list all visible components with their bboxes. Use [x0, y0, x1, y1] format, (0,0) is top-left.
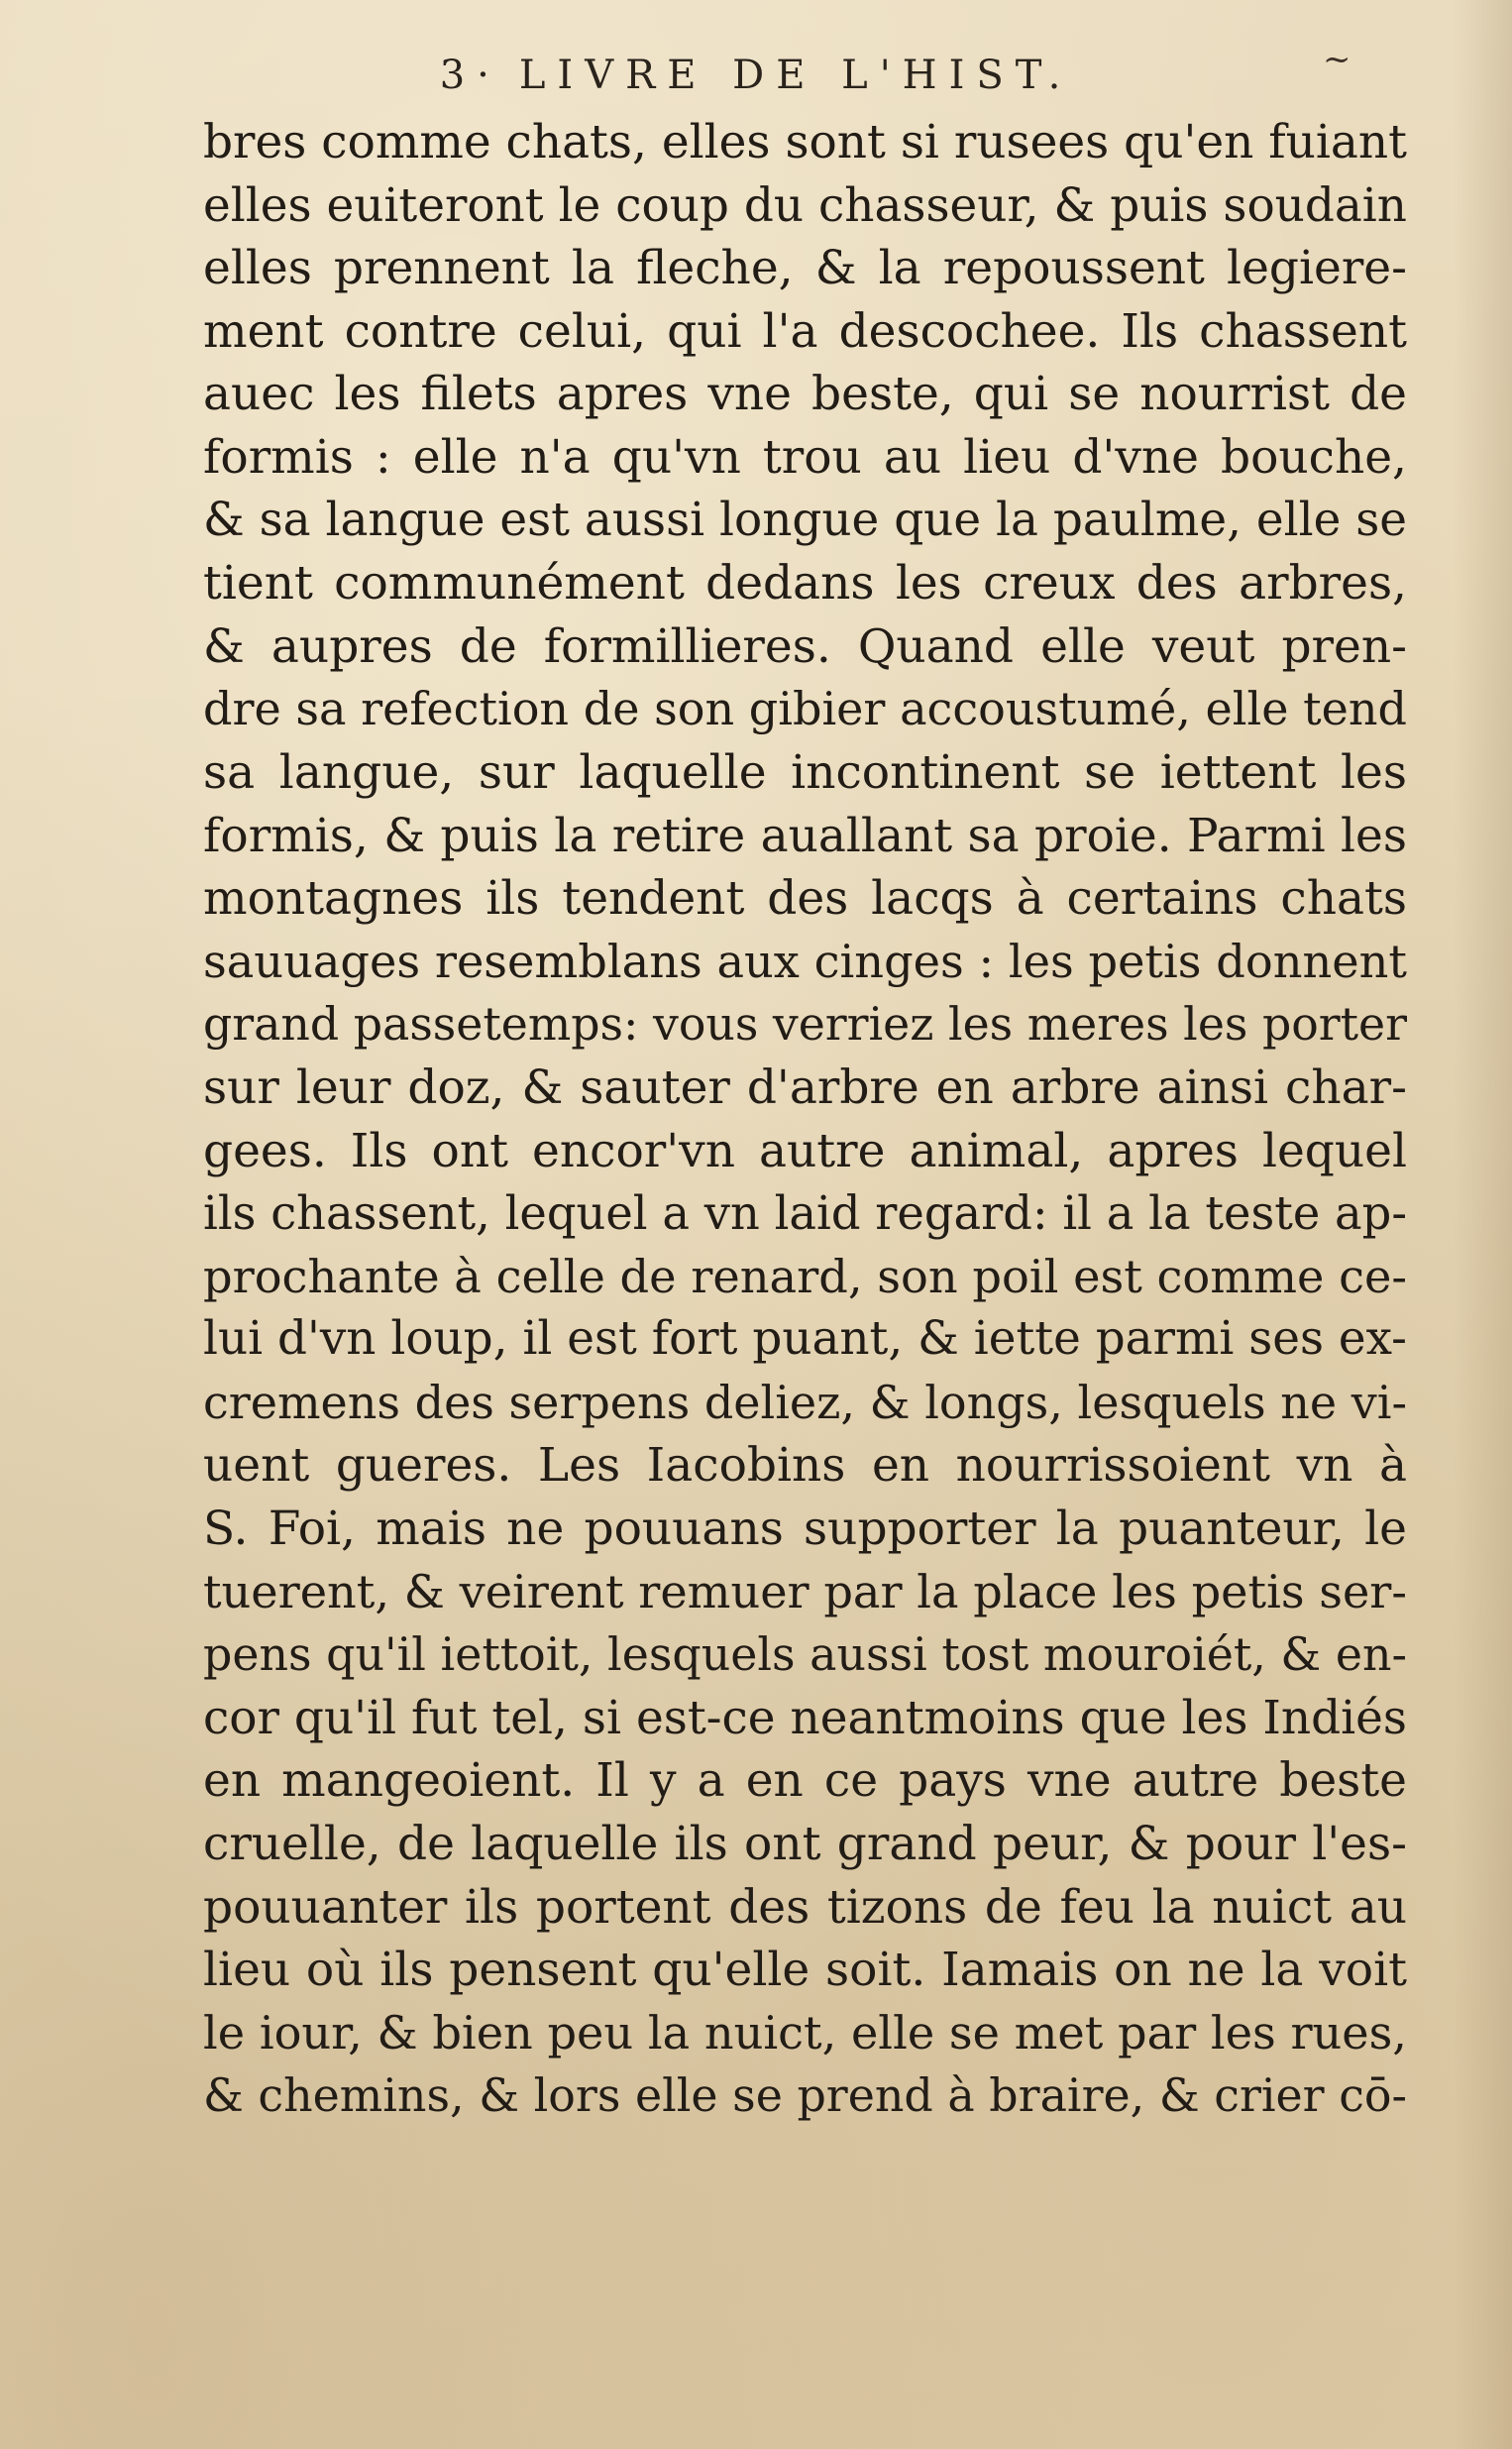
text-line: cor qu'il fut tel, si est-ce neantmoins que les Indiés: [203, 1690, 1407, 1745]
text-line: elles prennent la fleche, & la repoussent legiere-: [203, 241, 1407, 296]
text-line: montagnes ils tendent des lacqs à certains chats: [203, 871, 1407, 927]
text-line: formis : elle n'a qu'vn trou au lieu d'vne bouche,: [203, 429, 1407, 485]
text-line: pouuanter ils portent des tizons de feu la nuict au: [203, 1879, 1407, 1935]
text-line: prochante à celle de renard, son poil est comme ce-: [203, 1249, 1407, 1303]
text-line: uent gueres. Les Iacobins en nourrissoient vn à: [203, 1438, 1407, 1494]
running-title: LIVRE DE L'HIST.: [518, 53, 1073, 98]
text-line: tuerent, & veirent remuer par la place les petis ser-: [203, 1564, 1407, 1618]
text-line: lui d'vn loup, il est fort puant, & iette parmi ses ex-: [203, 1312, 1407, 1367]
text-line: ment contre celui, qui l'a descochee. Ils chassent: [203, 303, 1407, 359]
text-line: bres comme chats, elles sont si rusees qu'en fuiant: [203, 115, 1407, 169]
text-line: ils chassent, lequel a vn laid regard: il a la teste ap-: [203, 1186, 1407, 1241]
text-line: sauuages resemblans aux cinges : les petis donnent: [203, 934, 1407, 988]
text-line: sa langue, sur laquelle incontinent se iettent les: [203, 744, 1407, 800]
running-head: [0, 46, 1512, 105]
text-line: S. Foi, mais ne pouuans supporter la puanteur, le: [203, 1502, 1407, 1557]
text-line: & chemins, & lors elle se prend à braire, & crier cō-: [203, 2068, 1407, 2123]
text-line: grand passetemps: vous verriez les meres les porter: [203, 998, 1407, 1052]
text-line: sur leur doz, & sauter d'arbre en arbre ainsi char-: [203, 1059, 1407, 1115]
text-line: & sa langue est aussi longue que la paulme, elle se: [203, 493, 1407, 547]
page-folio: 3·: [439, 53, 501, 98]
text-line: cruelle, de laquelle ils ont grand peur, & pour l'es-: [203, 1817, 1407, 1872]
text-line: & aupres de formillieres. Quand elle veut pren-: [203, 618, 1407, 674]
corner-mark: ~: [1323, 40, 1351, 79]
text-line: gees. Ils ont encor'vn autre animal, apres lequel: [203, 1123, 1407, 1178]
text-line: cremens des serpens deliez, & longs, lesquels ne vi-: [203, 1375, 1407, 1429]
text-line: elles euiteront le coup du chasseur, & puis soudain: [203, 177, 1407, 233]
text-line: lieu où ils pensent qu'elle soit. Iamais on ne la voit: [203, 1943, 1407, 1998]
text-line: auec les filets apres vne beste, qui se nourrist de: [203, 367, 1407, 422]
text-line: tient communément dedans les creux des arbres,: [203, 556, 1407, 612]
text-line: formis, & puis la retire auallant sa proie. Parmi les: [203, 808, 1407, 863]
body-text: [203, 111, 1407, 2128]
text-line: dre sa refection de son gibier accoustumé, elle tend: [203, 682, 1407, 736]
text-line: le iour, & bien peu la nuict, elle se met par les rues,: [203, 2005, 1407, 2059]
text-line: en mangeoient. Il y a en ce pays vne autre beste: [203, 1753, 1407, 1809]
text-line: pens qu'il iettoit, lesquels aussi tost mouroiét, & en-: [203, 1627, 1407, 1682]
